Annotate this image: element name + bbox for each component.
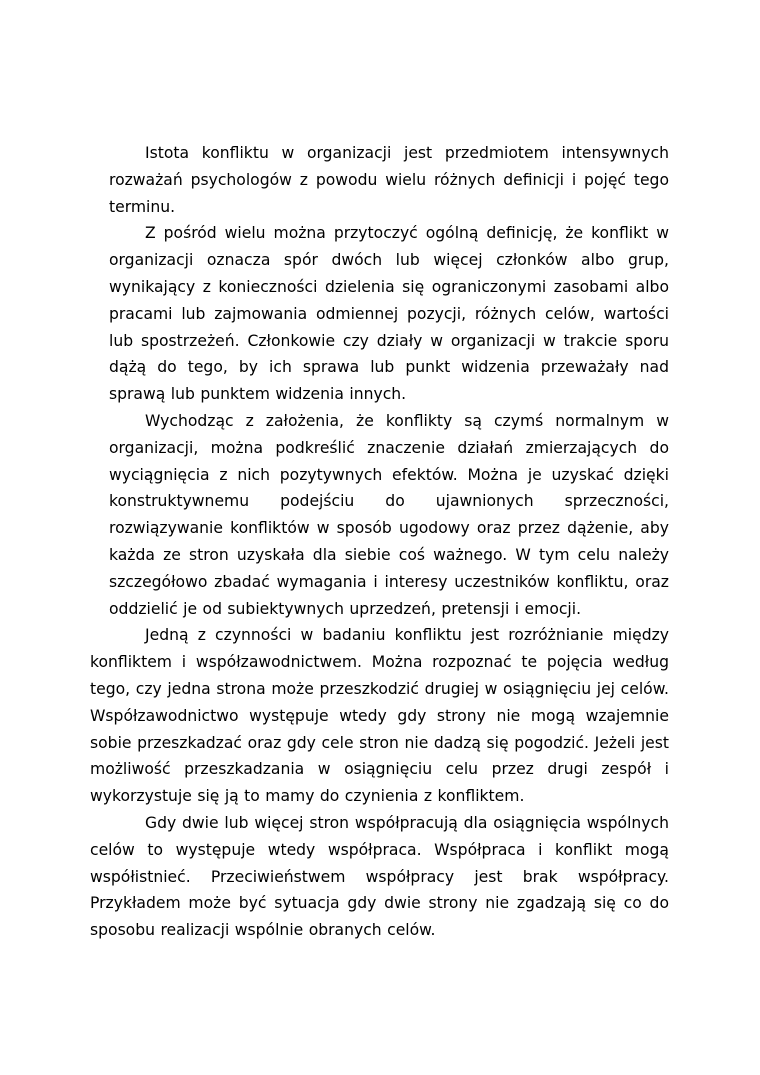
paragraph-conflict-essence: Istota konfliktu w organizacji jest przedmiotem intensywnych rozważań psychologów z powodu wielu różnych definicji i pojęć tego terminu. bbox=[109, 144, 669, 216]
paragraph-conflict-definition: Z pośród wielu można przytoczyć ogólną definicję, że konflikt w organizacji oznacza spór dwóch lub więcej członków albo grup, wynikający z konieczności dzielenia się ograniczonymi zasobami albo pracami lub zajmowania odmiennej pozycji, różnych celów, wartości lub spostrzeżeń. Członkowie czy działy w organizacji w trakcie sporu dążą do tego, by ich sprawa lub punkt widzenia przeważały nad sprawą lub punktem widzenia innych. bbox=[109, 224, 669, 404]
document-body bbox=[0, 140, 760, 944]
paragraph-positive-effects: Wychodząc z założenia, że konflikty są czymś normalnym w organizacji, można podkreślić znaczenie działań zmierzających do wyciągnięcia z nich pozytywnych efektów. Można je uzyskać dzięki konstruktywnemu podejściu do ujawnionych sprzeczności, rozwiązywanie konfliktów w sposób ugodowy oraz przez dążenie, aby każda ze stron uzyskała dla siebie coś ważnego. W tym celu należy szczegółowo zbadać wymagania i interesy uczestników konfliktu, oraz oddzielić je od subiektywnych uprzedzeń, pretensji i emocji. bbox=[109, 411, 669, 618]
paragraph-cooperation: Gdy dwie lub więcej stron współpracują dla osiągnięcia wspólnych celów to występuje wtedy współpraca. Współpraca i konflikt mogą współistnieć. Przeciwieństwem współpracy jest brak współpracy. Przykładem może być sytuacja gdy dwie strony nie zgadzają się co do sposobu realizacji wspólnie obranych celów. bbox=[90, 813, 669, 940]
paragraph-competition: Jedną z czynności w badaniu konfliktu jest rozróżnianie między konfliktem i współzawodnictwem. Można rozpoznać te pojęcia według tego, czy jedna strona może przeszkodzić drugiej w osiągnięciu jej celów. Współzawodnictwo występuje wtedy gdy strony nie mogą wzajemnie sobie przeszkadzać oraz gdy cele stron nie dadzą się pogodzić. Jeżeli jest możliwość przeszkadzania w osiągnięciu celu przez drugi zespół i wykorzystuje się ją to mamy do czynienia z konfliktem. bbox=[90, 626, 669, 806]
